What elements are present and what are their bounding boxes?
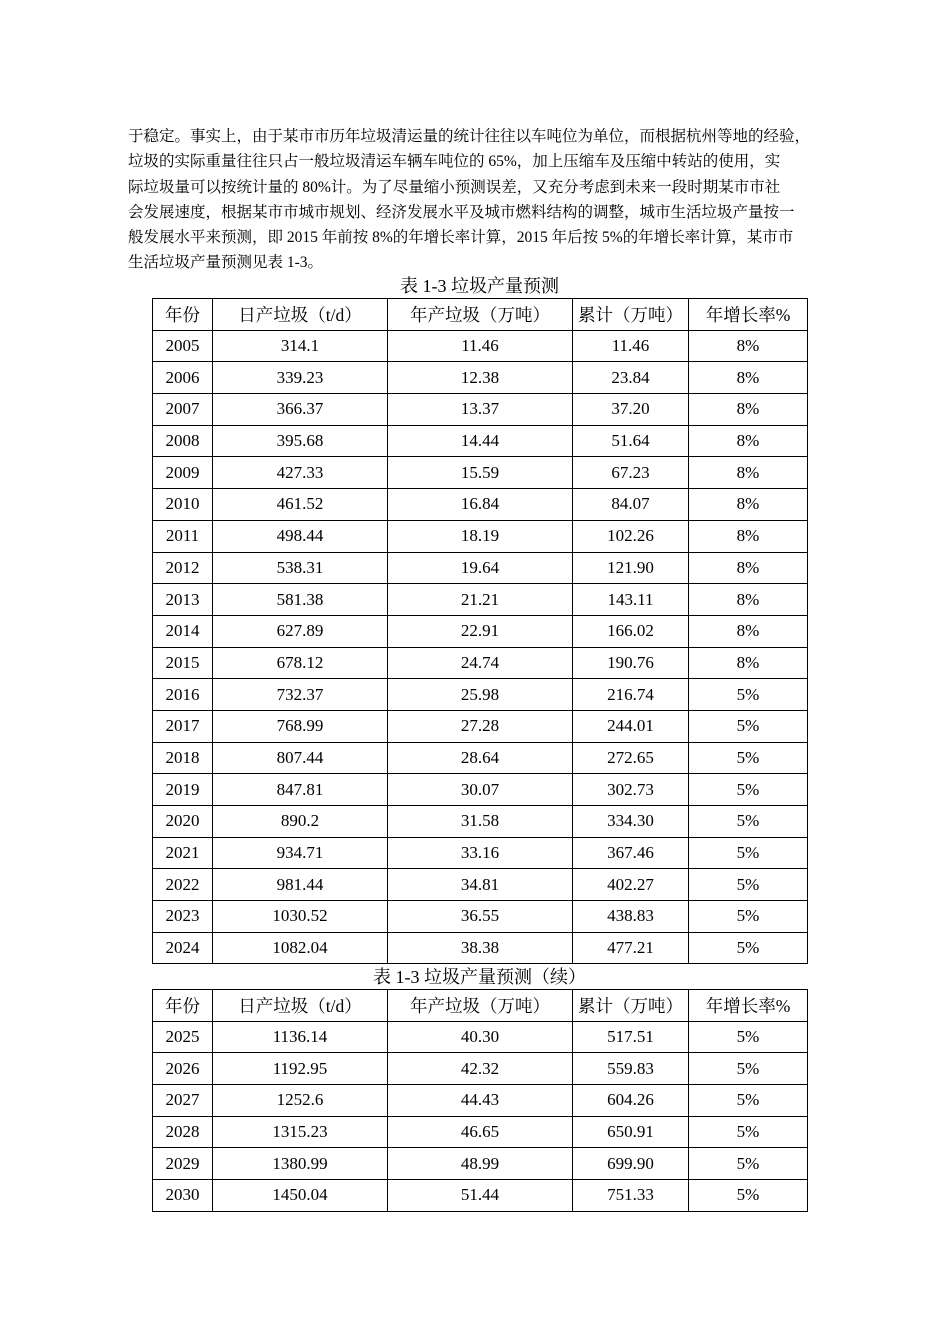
table-row (153, 837, 808, 869)
table-row (153, 710, 808, 742)
cell-daily-output: 1252.6 (213, 1085, 388, 1117)
cell-cumulative: 650.91 (573, 1116, 689, 1148)
cell-year: 2009 (153, 457, 213, 489)
cell-growth-rate: 5% (689, 1148, 808, 1180)
table-row (153, 806, 808, 838)
cell-year: 2025 (153, 1021, 213, 1053)
cell-cumulative: 84.07 (573, 489, 689, 521)
cell-growth-rate: 8% (689, 425, 808, 457)
body-paragraph (128, 124, 840, 276)
table-row (153, 1053, 808, 1085)
cell-year: 2007 (153, 394, 213, 426)
cell-annual-output: 13.37 (388, 394, 573, 426)
cell-cumulative: 367.46 (573, 837, 689, 869)
cell-year: 2017 (153, 710, 213, 742)
table-row (153, 1180, 808, 1212)
table-row (153, 584, 808, 616)
table-row (153, 1116, 808, 1148)
header-growth-rate: 年增长率% (689, 299, 808, 331)
cell-daily-output: 890.2 (213, 806, 388, 838)
cell-year: 2030 (153, 1180, 213, 1212)
cell-cumulative: 438.83 (573, 901, 689, 933)
table-row (153, 330, 808, 362)
cell-annual-output: 16.84 (388, 489, 573, 521)
cell-year: 2008 (153, 425, 213, 457)
cell-daily-output: 768.99 (213, 710, 388, 742)
table-row (153, 932, 808, 964)
cell-annual-output: 27.28 (388, 710, 573, 742)
cell-cumulative: 67.23 (573, 457, 689, 489)
cell-year: 2005 (153, 330, 213, 362)
table-row (153, 901, 808, 933)
cell-year: 2026 (153, 1053, 213, 1085)
waste-forecast-table-continued (152, 989, 808, 1212)
cell-annual-output: 46.65 (388, 1116, 573, 1148)
cell-year: 2024 (153, 932, 213, 964)
cell-year: 2014 (153, 615, 213, 647)
table-row (153, 425, 808, 457)
table-header-row (153, 299, 808, 331)
cell-growth-rate: 5% (689, 869, 808, 901)
cell-growth-rate: 5% (689, 1116, 808, 1148)
cell-annual-output: 36.55 (388, 901, 573, 933)
table-row (153, 552, 808, 584)
header-year: 年份 (153, 299, 213, 331)
cell-annual-output: 21.21 (388, 584, 573, 616)
table-caption: 表 1-3 垃圾产量预测 (400, 276, 559, 296)
header-cumulative: 累计（万吨） (573, 299, 689, 331)
cell-annual-output: 51.44 (388, 1180, 573, 1212)
cell-cumulative: 121.90 (573, 552, 689, 584)
cell-cumulative: 143.11 (573, 584, 689, 616)
cell-growth-rate: 5% (689, 837, 808, 869)
cell-daily-output: 366.37 (213, 394, 388, 426)
cell-cumulative: 477.21 (573, 932, 689, 964)
cell-annual-output: 18.19 (388, 520, 573, 552)
cell-annual-output: 28.64 (388, 742, 573, 774)
cell-cumulative: 23.84 (573, 362, 689, 394)
paragraph-line: 生活垃圾产量预测见表 1-3。 (128, 254, 324, 272)
cell-growth-rate: 8% (689, 615, 808, 647)
cell-year: 2016 (153, 679, 213, 711)
table-row (153, 520, 808, 552)
paragraph-line: 垃圾的实际重量往往只占一般垃圾清运车辆车吨位的 65%，加上压缩车及压缩中转站的使用，实 (128, 153, 781, 171)
cell-growth-rate: 5% (689, 932, 808, 964)
cell-year: 2011 (153, 520, 213, 552)
cell-cumulative: 51.64 (573, 425, 689, 457)
cell-year: 2013 (153, 584, 213, 616)
cell-cumulative: 216.74 (573, 679, 689, 711)
cell-daily-output: 678.12 (213, 647, 388, 679)
cell-year: 2006 (153, 362, 213, 394)
cell-annual-output: 31.58 (388, 806, 573, 838)
cell-cumulative: 244.01 (573, 710, 689, 742)
cell-growth-rate: 5% (689, 1085, 808, 1117)
cell-daily-output: 1380.99 (213, 1148, 388, 1180)
cell-daily-output: 1450.04 (213, 1180, 388, 1212)
table-row (153, 1085, 808, 1117)
cell-year: 2012 (153, 552, 213, 584)
cell-daily-output: 847.81 (213, 774, 388, 806)
cell-growth-rate: 8% (689, 330, 808, 362)
cell-cumulative: 190.76 (573, 647, 689, 679)
cell-annual-output: 24.74 (388, 647, 573, 679)
header-daily-output: 日产垃圾（t/d） (213, 990, 388, 1022)
cell-daily-output: 339.23 (213, 362, 388, 394)
cell-annual-output: 38.38 (388, 932, 573, 964)
table-row (153, 1021, 808, 1053)
table-row (153, 742, 808, 774)
header-daily-output: 日产垃圾（t/d） (213, 299, 388, 331)
cell-year: 2023 (153, 901, 213, 933)
cell-daily-output: 981.44 (213, 869, 388, 901)
cell-annual-output: 14.44 (388, 425, 573, 457)
table-row (153, 457, 808, 489)
cell-annual-output: 15.59 (388, 457, 573, 489)
cell-annual-output: 48.99 (388, 1148, 573, 1180)
cell-daily-output: 627.89 (213, 615, 388, 647)
header-growth-rate: 年增长率% (689, 990, 808, 1022)
cell-daily-output: 538.31 (213, 552, 388, 584)
cell-daily-output: 1030.52 (213, 901, 388, 933)
cell-growth-rate: 8% (689, 552, 808, 584)
cell-year: 2010 (153, 489, 213, 521)
table-row (153, 362, 808, 394)
cell-growth-rate: 5% (689, 679, 808, 711)
cell-daily-output: 1136.14 (213, 1021, 388, 1053)
cell-growth-rate: 5% (689, 1180, 808, 1212)
cell-cumulative: 517.51 (573, 1021, 689, 1053)
cell-growth-rate: 8% (689, 584, 808, 616)
cell-year: 2020 (153, 806, 213, 838)
paragraph-line: 于稳定。事实上，由于某市市历年垃圾清运量的统计往往以车吨位为单位，而根据杭州等地的经验， (128, 128, 811, 145)
cell-daily-output: 581.38 (213, 584, 388, 616)
paragraph-line: 际垃圾量可以按统计量的 80%计。为了尽量缩小预测误差，又充分考虑到未来一段时期某市市社 (128, 178, 781, 196)
cell-daily-output: 807.44 (213, 742, 388, 774)
cell-cumulative: 751.33 (573, 1180, 689, 1212)
table-header-row (153, 990, 808, 1022)
cell-daily-output: 1315.23 (213, 1116, 388, 1148)
cell-cumulative: 699.90 (573, 1148, 689, 1180)
cell-growth-rate: 8% (689, 489, 808, 521)
header-annual-output: 年产垃圾（万吨） (388, 990, 573, 1022)
cell-growth-rate: 5% (689, 742, 808, 774)
table-row (153, 774, 808, 806)
cell-daily-output: 1192.95 (213, 1053, 388, 1085)
table-row (153, 647, 808, 679)
cell-daily-output: 461.52 (213, 489, 388, 521)
cell-year: 2027 (153, 1085, 213, 1117)
table-row (153, 1148, 808, 1180)
cell-growth-rate: 5% (689, 806, 808, 838)
cell-year: 2029 (153, 1148, 213, 1180)
table-caption-continued: 表 1-3 垃圾产量预测（续） (373, 967, 586, 987)
cell-growth-rate: 5% (689, 1053, 808, 1085)
table-row (153, 679, 808, 711)
cell-daily-output: 314.1 (213, 330, 388, 362)
cell-year: 2015 (153, 647, 213, 679)
cell-growth-rate: 8% (689, 520, 808, 552)
cell-daily-output: 498.44 (213, 520, 388, 552)
cell-annual-output: 40.30 (388, 1021, 573, 1053)
cell-daily-output: 934.71 (213, 837, 388, 869)
cell-annual-output: 22.91 (388, 615, 573, 647)
table-row (153, 394, 808, 426)
cell-growth-rate: 8% (689, 394, 808, 426)
cell-cumulative: 302.73 (573, 774, 689, 806)
cell-cumulative: 37.20 (573, 394, 689, 426)
cell-annual-output: 33.16 (388, 837, 573, 869)
cell-annual-output: 12.38 (388, 362, 573, 394)
cell-annual-output: 19.64 (388, 552, 573, 584)
table-row (153, 489, 808, 521)
cell-cumulative: 334.30 (573, 806, 689, 838)
paragraph-line: 会发展速度，根据某市市城市规划、经济发展水平及城市燃料结构的调整，城市生活垃圾产量按一 (128, 203, 795, 221)
header-year: 年份 (153, 990, 213, 1022)
cell-annual-output: 11.46 (388, 330, 573, 362)
cell-growth-rate: 5% (689, 710, 808, 742)
header-cumulative: 累计（万吨） (573, 990, 689, 1022)
cell-annual-output: 30.07 (388, 774, 573, 806)
table-row (153, 869, 808, 901)
cell-cumulative: 402.27 (573, 869, 689, 901)
cell-cumulative: 559.83 (573, 1053, 689, 1085)
cell-year: 2019 (153, 774, 213, 806)
cell-daily-output: 395.68 (213, 425, 388, 457)
cell-growth-rate: 8% (689, 457, 808, 489)
cell-growth-rate: 8% (689, 647, 808, 679)
cell-daily-output: 1082.04 (213, 932, 388, 964)
cell-growth-rate: 8% (689, 362, 808, 394)
cell-annual-output: 44.43 (388, 1085, 573, 1117)
cell-year: 2021 (153, 837, 213, 869)
cell-cumulative: 604.26 (573, 1085, 689, 1117)
header-annual-output: 年产垃圾（万吨） (388, 299, 573, 331)
cell-growth-rate: 5% (689, 774, 808, 806)
cell-year: 2018 (153, 742, 213, 774)
table-row (153, 615, 808, 647)
cell-cumulative: 272.65 (573, 742, 689, 774)
cell-year: 2022 (153, 869, 213, 901)
cell-annual-output: 25.98 (388, 679, 573, 711)
cell-growth-rate: 5% (689, 901, 808, 933)
cell-cumulative: 11.46 (573, 330, 689, 362)
cell-daily-output: 732.37 (213, 679, 388, 711)
cell-cumulative: 102.26 (573, 520, 689, 552)
cell-daily-output: 427.33 (213, 457, 388, 489)
cell-annual-output: 34.81 (388, 869, 573, 901)
cell-annual-output: 42.32 (388, 1053, 573, 1085)
cell-growth-rate: 5% (689, 1021, 808, 1053)
paragraph-line: 般发展水平来预测，即 2015 年前按 8%的年增长率计算，2015 年后按 5%的年增长率计算，某市市 (128, 229, 794, 247)
cell-year: 2028 (153, 1116, 213, 1148)
waste-forecast-table (152, 298, 808, 964)
cell-cumulative: 166.02 (573, 615, 689, 647)
